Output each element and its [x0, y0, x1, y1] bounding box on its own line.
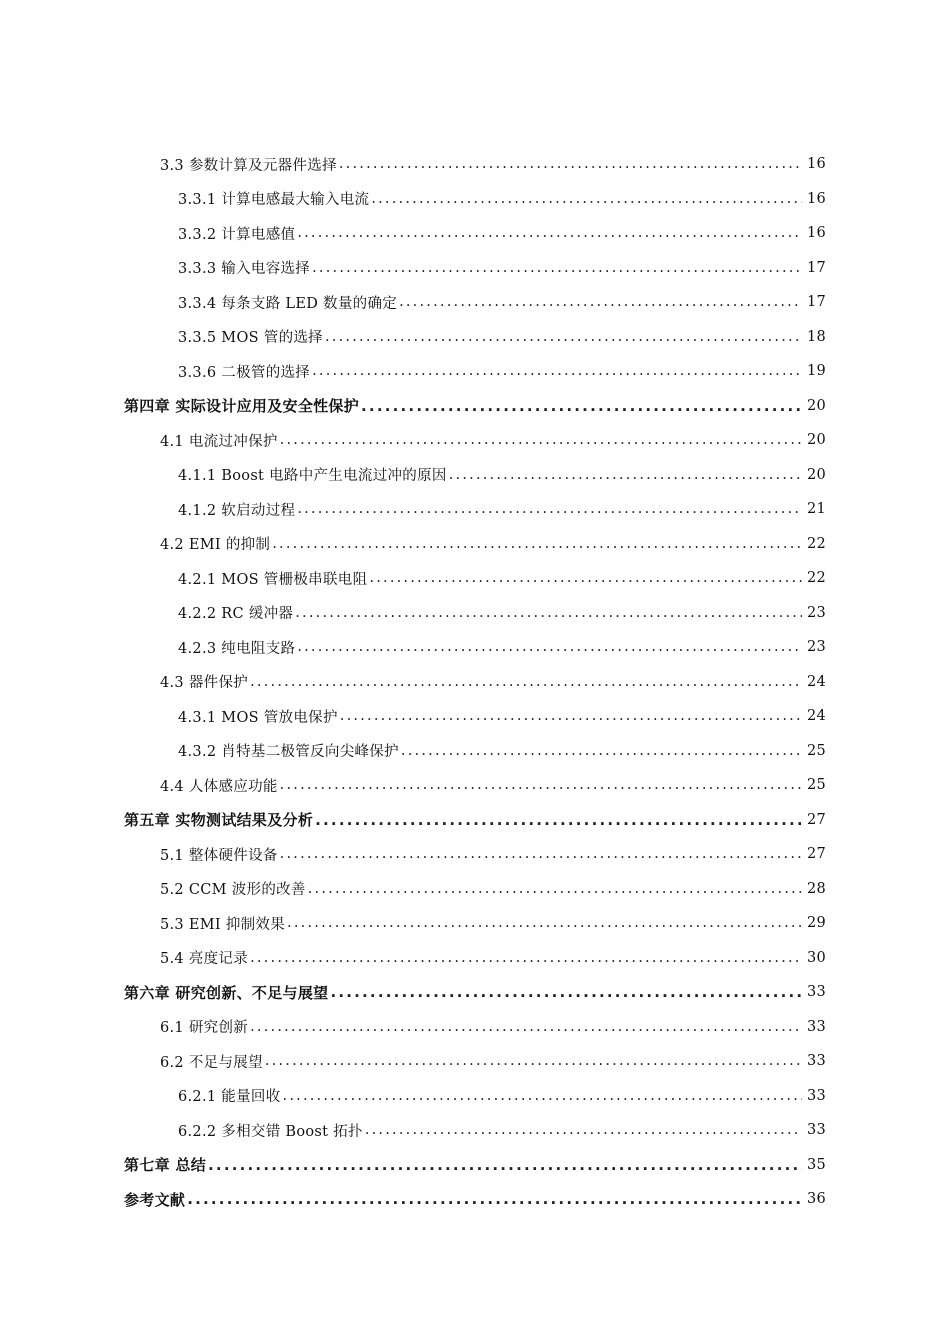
toc-entry-page: 24: [806, 708, 826, 725]
toc-entry-page: 23: [806, 604, 826, 621]
toc-entry-page: 16: [806, 156, 826, 173]
toc-entry[interactable]: [0, 458, 950, 493]
toc-entry[interactable]: [0, 906, 950, 941]
toc-entry[interactable]: [0, 492, 950, 527]
toc-entry-page: 21: [806, 501, 826, 518]
toc-entry[interactable]: [0, 941, 950, 976]
toc-entry-page: 25: [806, 777, 826, 794]
toc-entry-title: 3.3.1 计算电感最大输入电流: [178, 192, 370, 209]
dot-leader: [272, 534, 802, 554]
dot-leader: [295, 603, 802, 623]
toc-entry[interactable]: [0, 1044, 950, 1079]
toc-entry-page: 20: [806, 432, 826, 449]
toc-entry-title: 6.2.2 多相交错 Boost 拓扑: [178, 1123, 363, 1140]
dot-leader: [399, 292, 802, 312]
toc-entry[interactable]: [0, 182, 950, 217]
toc-chapter-entry[interactable]: [0, 803, 950, 838]
toc-entry-title: 3.3 参数计算及元器件选择: [160, 157, 337, 174]
toc-entry-title: 4.1.1 Boost 电路中产生电流过冲的原因: [178, 468, 447, 485]
dot-leader: [283, 1086, 802, 1106]
dot-leader: [365, 1120, 802, 1140]
dot-leader: [330, 982, 802, 1002]
dot-leader: [250, 1017, 802, 1037]
dot-leader: [315, 810, 802, 830]
dot-leader: [265, 1051, 802, 1071]
toc-entry-title: 5.4 亮度记录: [160, 951, 249, 968]
toc-entry[interactable]: [0, 1079, 950, 1114]
toc-entry-title: 3.3.2 计算电感值: [178, 226, 296, 243]
dot-leader: [312, 361, 802, 381]
dot-leader: [187, 1189, 802, 1209]
toc-entry-page: 17: [806, 259, 826, 276]
dot-leader: [280, 844, 802, 864]
toc-entry-page: 20: [806, 466, 826, 483]
toc-chapter-entry[interactable]: [0, 389, 950, 424]
table-of-contents: [0, 147, 950, 1217]
toc-entry[interactable]: [0, 665, 950, 700]
toc-entry[interactable]: [0, 596, 950, 631]
toc-entry[interactable]: [0, 216, 950, 251]
toc-entry-title: 3.3.5 MOS 管的选择: [178, 330, 323, 347]
toc-entry-page: 27: [806, 811, 826, 828]
dot-leader: [401, 741, 802, 761]
toc-entry-title: 4.3.1 MOS 管放电保护: [178, 709, 338, 726]
toc-entry-title: 参考文献: [124, 1190, 186, 1209]
toc-entry[interactable]: [0, 561, 950, 596]
dot-leader: [297, 499, 802, 519]
toc-entry[interactable]: [0, 320, 950, 355]
toc-entry-title: 5.1 整体硬件设备: [160, 847, 278, 864]
toc-chapter-entry[interactable]: [0, 1148, 950, 1183]
dot-leader: [449, 465, 802, 485]
dot-leader: [371, 189, 802, 209]
toc-chapter-entry[interactable]: [0, 975, 950, 1010]
toc-entry-title: 3.3.4 每条支路 LED 数量的确定: [178, 295, 398, 312]
toc-chapter-entry[interactable]: [0, 1182, 950, 1217]
toc-entry-page: 19: [806, 363, 826, 380]
toc-entry-page: 16: [806, 225, 826, 242]
toc-entry-page: 17: [806, 294, 826, 311]
toc-entry-page: 25: [806, 742, 826, 759]
dot-leader: [250, 672, 802, 692]
toc-entry-title: 6.2.1 能量回收: [178, 1089, 281, 1106]
toc-entry-page: 24: [806, 673, 826, 690]
toc-entry-title: 3.3.6 二极管的选择: [178, 364, 311, 381]
toc-entry[interactable]: [0, 1010, 950, 1045]
toc-entry[interactable]: [0, 872, 950, 907]
dot-leader: [297, 637, 802, 657]
toc-entry-page: 33: [806, 984, 826, 1001]
toc-entry-title: 第七章 总结: [124, 1156, 207, 1175]
dot-leader: [208, 1155, 802, 1175]
toc-entry-page: 33: [806, 1122, 826, 1139]
toc-entry[interactable]: [0, 354, 950, 389]
toc-entry-page: 22: [806, 570, 826, 587]
toc-entry[interactable]: [0, 734, 950, 769]
toc-entry[interactable]: [0, 630, 950, 665]
toc-entry[interactable]: [0, 768, 950, 803]
dot-leader: [312, 258, 802, 278]
toc-entry-title: 第六章 研究创新、不足与展望: [124, 983, 329, 1002]
toc-entry-title: 第四章 实际设计应用及安全性保护: [124, 397, 360, 416]
toc-entry-page: 28: [806, 880, 826, 897]
dot-leader: [287, 913, 802, 933]
toc-entry-page: 36: [806, 1191, 826, 1208]
toc-entry-title: 4.2.3 纯电阻支路: [178, 640, 296, 657]
toc-entry-page: 29: [806, 915, 826, 932]
dot-leader: [325, 327, 802, 347]
toc-entry[interactable]: [0, 527, 950, 562]
toc-entry-title: 3.3.3 输入电容选择: [178, 261, 311, 278]
toc-entry[interactable]: [0, 1113, 950, 1148]
toc-entry-page: 16: [806, 190, 826, 207]
toc-entry-page: 30: [806, 949, 826, 966]
dot-leader: [339, 154, 802, 174]
toc-entry[interactable]: [0, 147, 950, 182]
toc-entry[interactable]: [0, 699, 950, 734]
dot-leader: [361, 396, 802, 416]
toc-entry-title: 4.3.2 肖特基二极管反向尖峰保护: [178, 744, 399, 761]
toc-entry-page: 22: [806, 535, 826, 552]
dot-leader: [340, 706, 802, 726]
toc-entry-title: 5.3 EMI 抑制效果: [160, 916, 286, 933]
toc-entry-title: 4.2 EMI 的抑制: [160, 537, 271, 554]
toc-entry-title: 4.2.1 MOS 管栅极串联电阻: [178, 571, 368, 588]
toc-entry-page: 33: [806, 1018, 826, 1035]
dot-leader: [280, 775, 802, 795]
toc-entry-page: 23: [806, 639, 826, 656]
toc-entry-title: 4.2.2 RC 缓冲器: [178, 606, 294, 623]
toc-entry-title: 第五章 实物测试结果及分析: [124, 811, 314, 830]
dot-leader: [297, 223, 802, 243]
dot-leader: [308, 879, 802, 899]
toc-entry[interactable]: [0, 837, 950, 872]
toc-entry[interactable]: [0, 423, 950, 458]
toc-entry-title: 4.4 人体感应功能: [160, 778, 278, 795]
toc-entry-title: 4.1.2 软启动过程: [178, 502, 296, 519]
toc-entry-page: 27: [806, 846, 826, 863]
dot-leader: [280, 430, 802, 450]
toc-entry-page: 18: [806, 328, 826, 345]
toc-entry-page: 33: [806, 1053, 826, 1070]
dot-leader: [369, 568, 802, 588]
toc-entry-page: 20: [806, 397, 826, 414]
toc-entry-title: 4.1 电流过冲保护: [160, 433, 278, 450]
toc-entry-title: 6.2 不足与展望: [160, 1054, 263, 1071]
toc-entry[interactable]: [0, 285, 950, 320]
toc-entry-title: 4.3 器件保护: [160, 675, 249, 692]
toc-entry-title: 6.1 研究创新: [160, 1020, 249, 1037]
toc-entry-title: 5.2 CCM 波形的改善: [160, 882, 306, 899]
toc-entry-page: 33: [806, 1087, 826, 1104]
dot-leader: [250, 948, 802, 968]
toc-entry[interactable]: [0, 251, 950, 286]
toc-entry-page: 35: [806, 1156, 826, 1173]
